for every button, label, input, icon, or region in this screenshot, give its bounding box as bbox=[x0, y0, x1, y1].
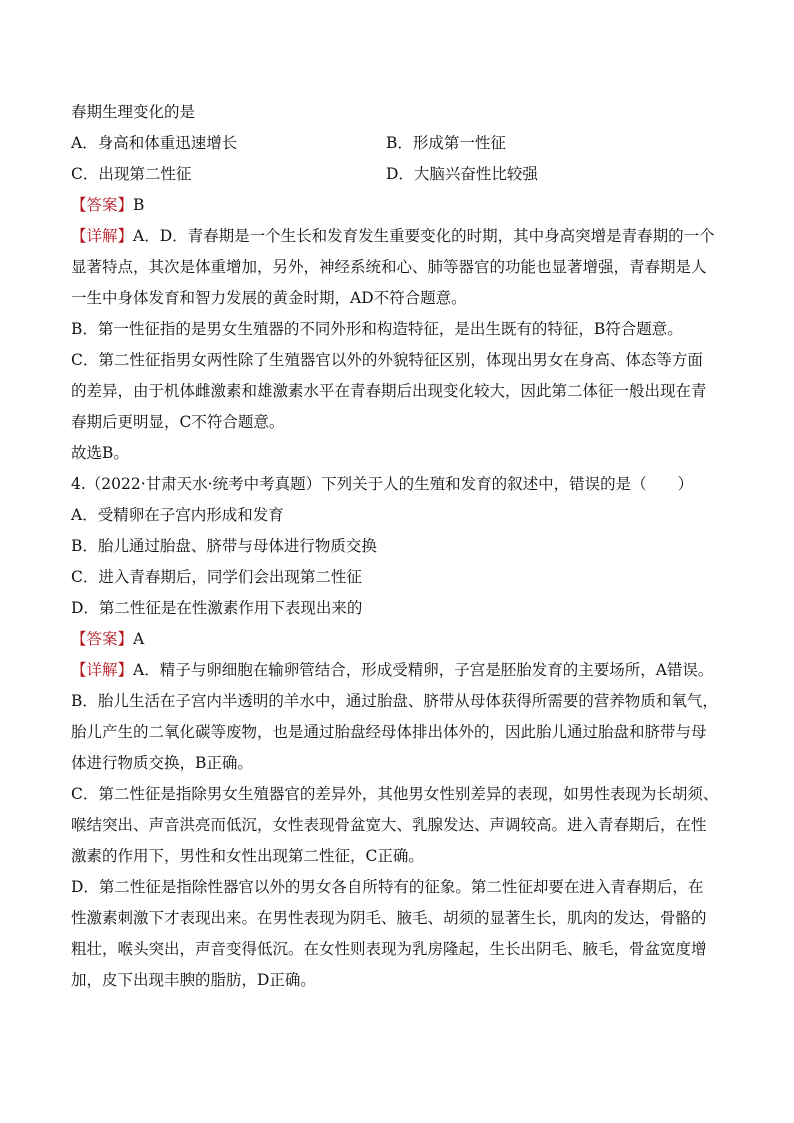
q3-answer-value: B bbox=[133, 196, 145, 214]
q3-option-b: B．形成第一性征 bbox=[386, 134, 506, 152]
q4-detail-line-3: 胎儿产生的二氧化碳等废物，也是通过胎盘经母体排出体外的，因此胎儿通过胎盘和脐带与母 bbox=[71, 723, 707, 741]
answer-tag: 【答案】 bbox=[71, 630, 134, 648]
q4-detail-line-5: C．第二性征是指除男女生殖器官的差异外，其他男女性别差异的表现，如男性表现为长胡须、 bbox=[71, 785, 719, 803]
q3-detail-text: A．D．青春期是一个生长和发育发生重要变化的时期，其中身高突增是青春期的一个 bbox=[133, 227, 715, 245]
q3-detail-line-2: 显著特点，其次是体重增加，另外，神经系统和心、肺等器官的功能也显著增强，青春期是人 bbox=[71, 258, 707, 276]
q4-option-a: A．受精卵在子宫内形成和发育 bbox=[71, 506, 284, 524]
q4-option-c: C．进入青春期后，同学们会出现第二性征 bbox=[71, 568, 362, 586]
detail-tag: 【详解】 bbox=[71, 661, 134, 679]
q3-option-a: A．身高和体重迅速增长 bbox=[71, 134, 238, 152]
q3-option-c: C．出现第二性征 bbox=[71, 165, 192, 183]
q3-answer-line bbox=[71, 194, 144, 216]
q3-detail-line-3: 一生中身体发育和智力发展的黄金时期，AD不符合题意。 bbox=[71, 289, 467, 307]
q4-detail-line-11: 加，皮下出现丰腴的脂肪，D正确。 bbox=[71, 971, 316, 989]
q4-option-d: D．第二性征是在性激素作用下表现出来的 bbox=[71, 599, 363, 617]
q4-detail-line-7: 激素的作用下，男性和女性出现第二性征，C正确。 bbox=[71, 847, 424, 865]
q3-detail-line-6: 的差异，由于机体雌激素和雄激素水平在青春期后出现变化较大，因此第二体征一般出现在青 bbox=[71, 382, 707, 400]
q4-detail-line-6: 喉结突出、声音洪亮而低沉，女性表现骨盆宽大、乳腺发达、声调较高。进入青春期后，在性 bbox=[71, 816, 707, 834]
q4-detail-text: A．精子与卵细胞在输卵管结合，形成受精卵，子宫是胚胎发育的主要场所，A错误。 bbox=[133, 661, 714, 679]
q3-detail-line-1 bbox=[71, 225, 715, 247]
q3-stem-tail: 春期生理变化的是 bbox=[71, 103, 196, 121]
q4-detail-line-2: B．胎儿生活在子宫内半透明的羊水中，通过胎盘、脐带从母体获得所需要的营养物质和氧气， bbox=[71, 692, 718, 710]
q3-conclusion: 故选B。 bbox=[71, 444, 129, 462]
q4-detail-line-9: 性激素刺激下才表现出来。在男性表现为阴毛、腋毛、胡须的显著生长，肌肉的发达，骨骼的 bbox=[71, 909, 707, 927]
detail-tag: 【详解】 bbox=[71, 227, 134, 245]
q3-option-d: D．大脑兴奋性比较强 bbox=[386, 165, 538, 183]
q3-detail-line-7: 春期后更明显，C不符合题意。 bbox=[71, 413, 285, 431]
q3-detail-line-5: C．第二性征指男女两性除了生殖器官以外的外貌特征区别，体现出男女在身高、体态等方面 bbox=[71, 351, 703, 369]
q4-detail-line-10: 粗壮，喉头突出，声音变得低沉。在女性则表现为乳房隆起，生长出阴毛、腋毛，骨盆宽度增 bbox=[71, 940, 707, 958]
q4-answer-line bbox=[71, 628, 144, 650]
q4-detail-line-1 bbox=[71, 659, 713, 681]
q4-detail-line-8: D．第二性征是指除性器官以外的男女各自所特有的征象。第二性征却要在进入青春期后，在 bbox=[71, 878, 704, 896]
q4-answer-value: A bbox=[133, 630, 145, 648]
answer-tag: 【答案】 bbox=[71, 196, 134, 214]
q3-detail-line-4: B．第一性征指的是男女生殖器的不同外形和构造特征，是出生既有的特征，B符合题意。 bbox=[71, 320, 683, 338]
q4-stem: 4.（2022·甘肃天水·统考中考真题）下列关于人的生殖和发育的叙述中，错误的是（ ） bbox=[71, 475, 694, 493]
q4-option-b: B．胎儿通过胎盘、脐带与母体进行物质交换 bbox=[71, 537, 377, 555]
q4-detail-line-4: 体进行物质交换，B正确。 bbox=[71, 754, 253, 772]
